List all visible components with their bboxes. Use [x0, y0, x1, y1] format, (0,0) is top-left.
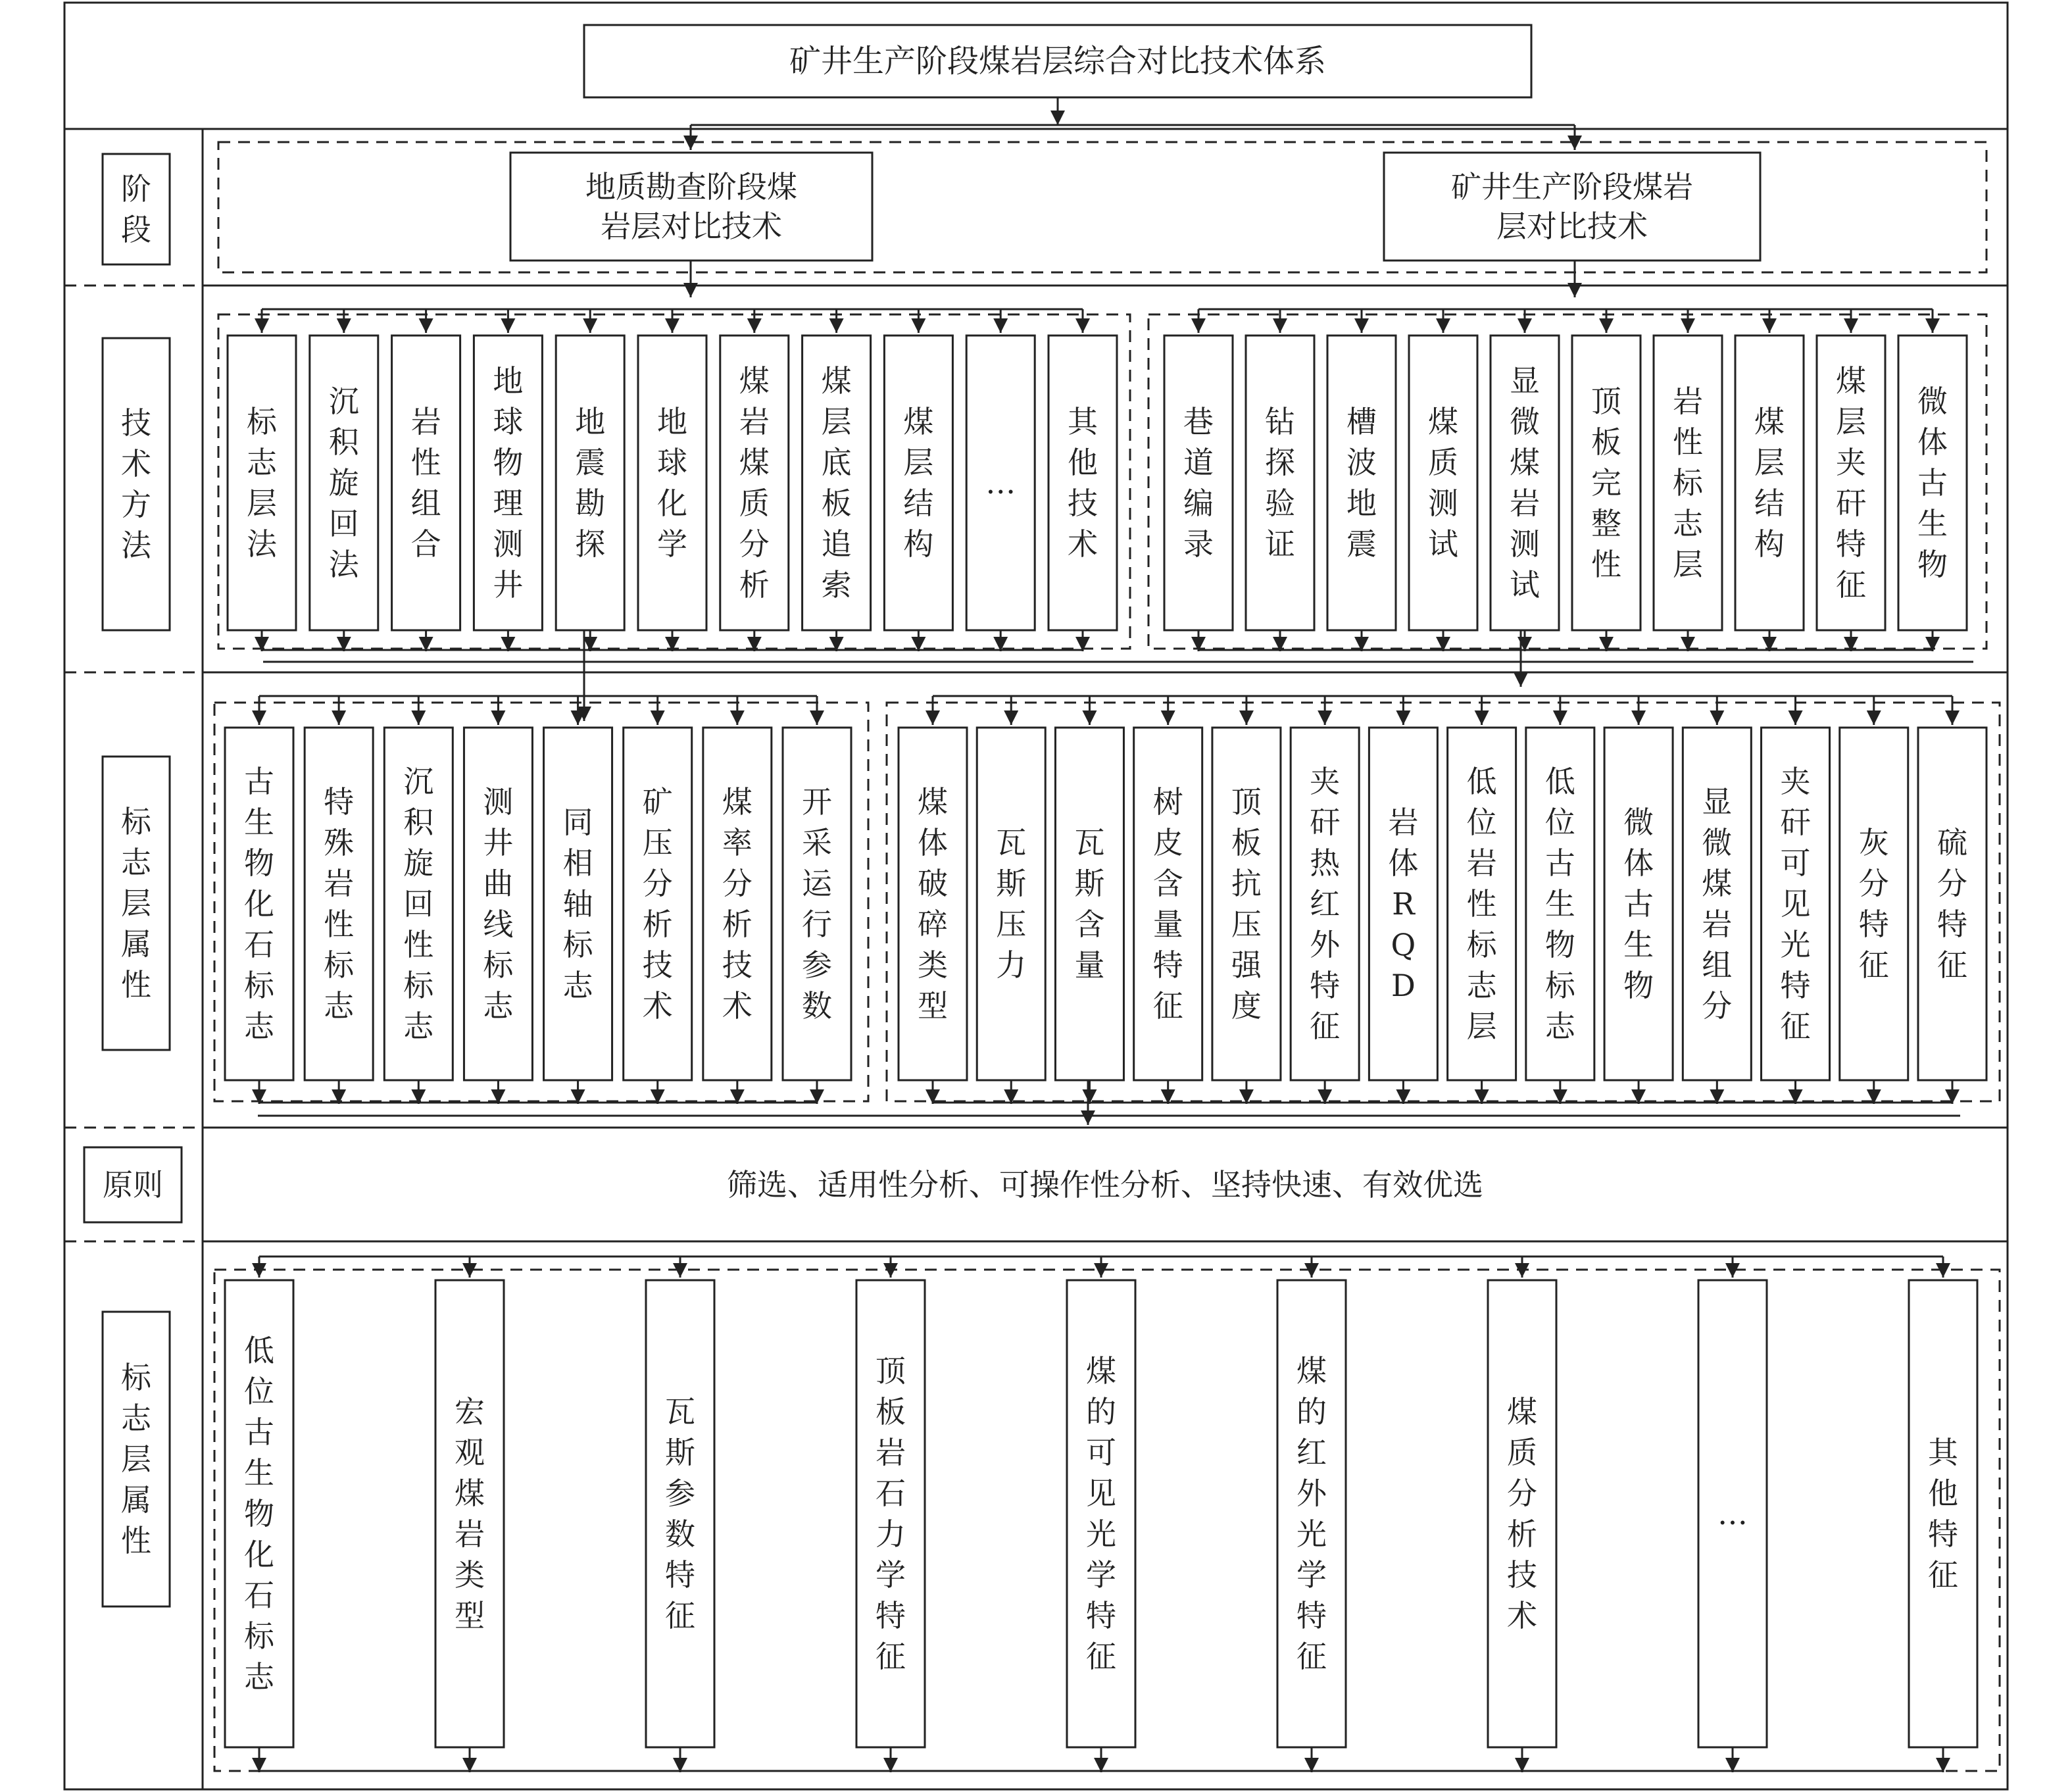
attribute-left-4 [544, 728, 612, 1080]
attribute-right-10 [1683, 728, 1751, 1080]
attribute-right-10-text: 显微煤岩组分 [1702, 784, 1733, 1024]
method-right-0 [1164, 336, 1233, 630]
attributes-left-group [214, 696, 868, 1104]
method-right-4-text: 显微煤岩测试 [1510, 363, 1540, 603]
final-attribute-8-text: 其他特征 [1928, 1435, 1958, 1593]
attribute-left-1 [305, 728, 373, 1080]
final-attribute-2 [646, 1280, 714, 1747]
attribute-right-2 [1055, 728, 1123, 1080]
principles-text: 筛选、适用性分析、可操作性分析、坚持快速、有效优选 [727, 1167, 1483, 1203]
method-left-5-text: 地球化学 [657, 404, 687, 562]
attribute-right-3 [1134, 728, 1202, 1080]
method-left-3 [474, 336, 542, 630]
method-left-6-text: 煤岩煤质分析 [739, 363, 770, 603]
attribute-right-7-text: 低位岩性标志层 [1466, 764, 1497, 1044]
method-right-9 [1898, 336, 1967, 630]
final-attribute-7 [1698, 1280, 1767, 1747]
final-attribute-1 [435, 1280, 504, 1747]
attribute-left-5-text: 矿压分析技术 [642, 784, 673, 1024]
method-left-2-text: 岩性组合 [410, 404, 441, 562]
attribute-left-4-text: 同相轴标志 [562, 805, 593, 1003]
attribute-left-6-text: 煤率分析技术 [722, 784, 752, 1024]
method-right-1 [1246, 336, 1314, 630]
method-left-3-text: 地球物理测井 [493, 363, 524, 603]
method-right-2 [1327, 336, 1396, 630]
final-attributes-group [214, 1257, 2000, 1772]
attribute-right-12 [1840, 728, 1908, 1080]
method-right-6-text: 岩性标志层 [1673, 384, 1703, 582]
attribute-right-3-text: 树皮含量特征 [1152, 784, 1183, 1024]
method-right-7-text: 煤层结构 [1754, 404, 1785, 562]
method-right-1-text: 钻探验证 [1265, 404, 1295, 562]
final-attribute-2-text: 瓦斯参数特征 [665, 1394, 695, 1633]
row-label-methods [103, 338, 170, 630]
method-left-1-text: 沉积旋回法 [328, 384, 359, 582]
final-attribute-6-text: 煤质分析技术 [1507, 1394, 1537, 1633]
diagram-title: 矿井生产阶段煤岩层综合对比技术体系 [789, 43, 1327, 80]
row-label-stage-text: 阶段 [121, 171, 151, 247]
final-attribute-3-text: 顶板岩石力学特征 [876, 1353, 906, 1674]
method-left-7 [802, 336, 871, 630]
attribute-right-8 [1526, 728, 1594, 1080]
row-label-attributes [103, 757, 170, 1050]
stage-group [218, 142, 1986, 272]
attribute-right-5 [1291, 728, 1359, 1080]
attribute-right-6-text: 岩体 R Q D [1388, 805, 1419, 1003]
method-left-5 [638, 336, 706, 630]
method-left-4 [556, 336, 624, 630]
method-left-8 [884, 336, 952, 630]
row-label-principles [84, 1147, 182, 1222]
attribute-right-13-text: 硫分特征 [1937, 825, 1967, 983]
method-right-6 [1654, 336, 1722, 630]
method-right-5 [1572, 336, 1640, 630]
attribute-right-1-text: 瓦斯压力 [996, 825, 1027, 983]
method-left-0 [228, 336, 296, 630]
attribute-right-0-text: 煤体破碎类型 [918, 784, 948, 1024]
methods-right-group [1148, 309, 1986, 651]
attribute-right-9-text: 微体古生物 [1623, 805, 1654, 1003]
method-right-4 [1491, 336, 1559, 630]
method-left-0-text: 标志层法 [247, 404, 277, 562]
stage-right-box-text: 矿井生产阶段煤岩层对比技术 [1451, 169, 1693, 244]
attribute-left-7-text: 开采运行参数 [802, 784, 832, 1024]
final-attribute-7-text: … [1717, 1496, 1748, 1531]
final-attribute-1-text: 宏观煤岩类型 [455, 1394, 485, 1633]
final-attribute-0 [225, 1280, 293, 1747]
attribute-right-11-text: 夹矸可见光特征 [1780, 764, 1811, 1044]
method-left-9 [966, 336, 1035, 630]
method-right-2-text: 槽波地震 [1346, 404, 1377, 562]
final-attribute-4 [1067, 1280, 1135, 1747]
method-right-9-text: 微体古生物 [1917, 384, 1948, 582]
attribute-right-12-text: 灰分特征 [1858, 825, 1889, 983]
attribute-left-3-text: 测井曲线标志 [483, 784, 514, 1024]
attribute-left-2-text: 沉积旋回性标志 [403, 764, 434, 1044]
attribute-left-6 [703, 728, 772, 1080]
final-attribute-6 [1488, 1280, 1556, 1747]
row-label-attributes-final [103, 1312, 170, 1606]
method-left-1 [310, 336, 378, 630]
attribute-left-0-text: 古生物化石标志 [244, 764, 274, 1044]
attribute-right-0 [899, 728, 967, 1080]
method-left-4-text: 地震勘探 [575, 404, 606, 562]
final-attribute-5-text: 煤的红外光学特征 [1296, 1353, 1327, 1674]
method-left-2 [392, 336, 460, 630]
method-right-5-text: 顶板完整性 [1591, 384, 1621, 582]
final-attribute-0-text: 低位古生物化石标志 [244, 1333, 274, 1695]
method-right-8-text: 煤层夹矸特征 [1836, 363, 1866, 603]
row-label-attributes-final-text: 标志层属性 [121, 1360, 151, 1558]
attribute-right-9 [1604, 728, 1673, 1080]
method-left-6 [720, 336, 789, 630]
attribute-left-2 [384, 728, 453, 1080]
attribute-right-5-text: 夹矸热红外特征 [1310, 764, 1341, 1044]
row-label-methods-text: 技术方法 [121, 405, 151, 563]
method-right-3 [1409, 336, 1477, 630]
method-left-10-text: 其他技术 [1068, 404, 1098, 562]
stage-left-box-text: 地质勘查阶段煤岩层对比技术 [585, 169, 797, 244]
attributes-right-group [887, 696, 2000, 1104]
method-left-9-text: … [985, 465, 1016, 501]
attribute-left-3 [464, 728, 532, 1080]
attribute-left-0 [225, 728, 293, 1080]
attribute-right-4-text: 顶板抗压强度 [1231, 784, 1262, 1024]
method-right-3-text: 煤质测试 [1428, 404, 1458, 562]
title-box [584, 25, 1531, 97]
row-label-stage [103, 154, 170, 264]
attribute-left-5 [624, 728, 692, 1080]
methods-left-group [218, 309, 1130, 651]
top-connectors [691, 97, 1575, 297]
attribute-left-7 [783, 728, 851, 1080]
method-left-8-text: 煤层结构 [903, 404, 934, 562]
attribute-left-1-text: 特殊岩性标志 [324, 784, 355, 1024]
attribute-right-6 [1369, 728, 1437, 1080]
method-left-7-text: 煤层底板追索 [821, 363, 852, 603]
attribute-right-8-text: 低位古生物标志 [1544, 764, 1575, 1044]
attribute-right-2-text: 瓦斯含量 [1074, 825, 1105, 983]
method-left-10 [1048, 336, 1117, 630]
attribute-right-7 [1448, 728, 1516, 1080]
method-right-8 [1817, 336, 1885, 630]
final-attribute-8 [1909, 1280, 1977, 1747]
attribute-right-11 [1762, 728, 1830, 1080]
method-right-7 [1735, 336, 1804, 630]
attribute-right-1 [977, 728, 1045, 1080]
final-attribute-3 [856, 1280, 925, 1747]
method-right-0-text: 巷道编录 [1183, 404, 1214, 562]
attribute-right-13 [1918, 728, 1986, 1080]
row-label-attributes-text: 标志层属性 [121, 804, 151, 1003]
final-attribute-4-text: 煤的可见光学特征 [1086, 1353, 1116, 1674]
row-label-principles-text: 原则 [103, 1167, 163, 1203]
attribute-right-4 [1212, 728, 1281, 1080]
final-attribute-5 [1277, 1280, 1346, 1747]
